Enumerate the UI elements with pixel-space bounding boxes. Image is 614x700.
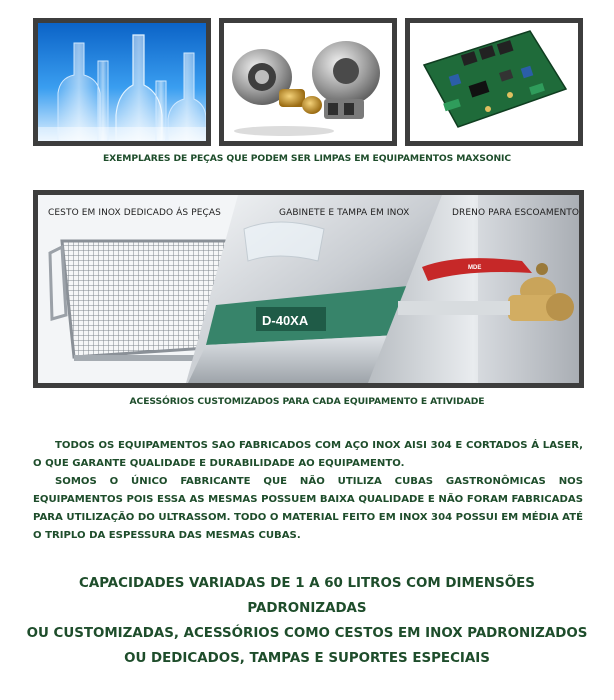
- accessories-caption: ACESSÓRIOS CUSTOMIZADOS PARA CADA EQUIPAMENTO E ATIVIDADE: [129, 396, 485, 407]
- photo-turbocharger: [219, 18, 397, 146]
- model-plate: D-40XA: [262, 313, 309, 328]
- highlight-line-2: OU CUSTOMIZADAS, ACESSÓRIOS COMO CESTOS EM INOX PADRONIZADOS: [26, 626, 588, 641]
- highlight-line-3: OU DEDICADOS, TAMPAS E SUPORTES ESPECIAIS: [124, 651, 490, 666]
- paragraph-materials-text: TODOS OS EQUIPAMENTOS SAO FABRICADOS COM AÇO INOX AISI 304 E CORTADOS Á LASER, O QUE GARANTE QUALIDADE E DURABILIDADE AO EQUIPAMENTO.: [33, 440, 583, 469]
- accessories-collage: [33, 190, 584, 388]
- glassware-image: [38, 23, 206, 141]
- drain-label: DRENO PARA ESCOAMENTO: [452, 208, 580, 218]
- cabinet-label: GABINETE E TAMPA EM INOX: [279, 208, 410, 218]
- paragraph-materials: [33, 437, 583, 473]
- photo-circuit-board: [405, 18, 583, 146]
- paragraph-cubas-text: SOMOS O ÚNICO FABRICANTE QUE NÃO UTILIZA CUBAS GASTRONÔMICAS NOS EQUIPAMENTOS POIS ESSA AS MESMAS POSSUEM BAIXA QUALIDADE E NÃO FORAM FABRICADAS PARA UTILIZAÇÃO DO ULTRASSOM. TODO O MATERIAL FEITO EM INOX 304 POSSUI EM MÉDIA ATÉ O TRIPLO DA ESPESSURA DAS MESMAS CUBAS.: [33, 476, 583, 541]
- svg-text:MDE: MDE: [468, 265, 482, 271]
- paragraph-cubas: [33, 473, 583, 545]
- photo-glassware: [33, 18, 211, 146]
- accessories-image: [38, 195, 579, 383]
- circuit-board-image: [410, 23, 578, 141]
- highlight-line-1: CAPACIDADES VARIADAS DE 1 A 60 LITROS COM DIMENSÕES PADRONIZADAS: [79, 576, 535, 616]
- capacities-highlight: [20, 571, 594, 671]
- turbocharger-image: [224, 23, 392, 141]
- gallery-caption: EXEMPLARES DE PEÇAS QUE PODEM SER LIMPAS EM EQUIPAMENTOS MAXSONIC: [102, 153, 512, 164]
- basket-label: CESTO EM INOX DEDICADO ÁS PEÇAS: [48, 208, 221, 218]
